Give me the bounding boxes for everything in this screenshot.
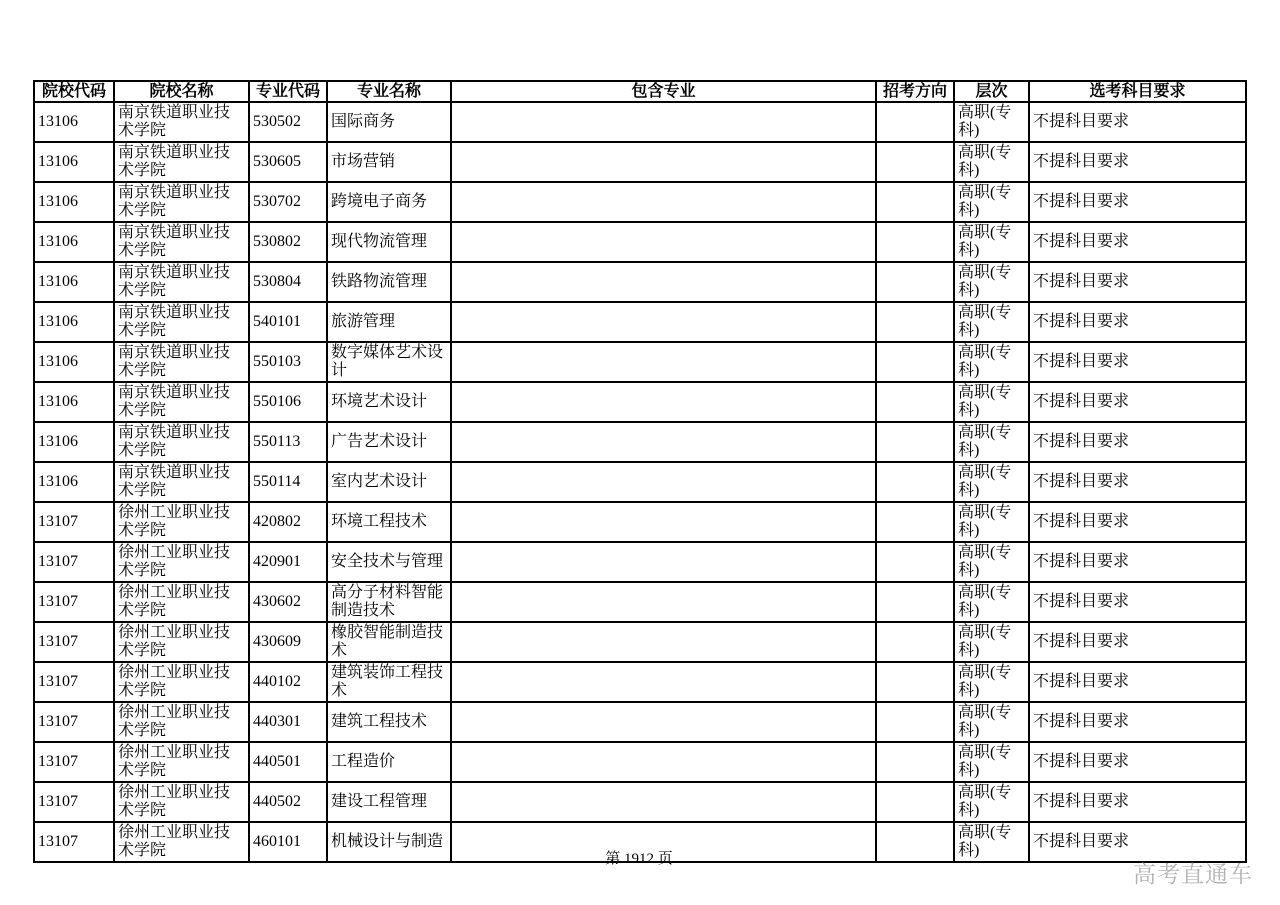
cell-subject-requirement: 不提科目要求 [1029,142,1246,182]
cell-subject-requirement: 不提科目要求 [1029,822,1246,862]
cell-included-majors [451,662,876,702]
cell-college-name: 南京铁道职业技术学院 [114,102,249,142]
cell-level: 高职(专科) [954,262,1029,302]
cell-subject-requirement: 不提科目要求 [1029,382,1246,422]
cell-direction [876,662,954,702]
cell-level: 高职(专科) [954,422,1029,462]
cell-included-majors [451,342,876,382]
cell-direction [876,622,954,662]
cell-direction [876,502,954,542]
cell-included-majors [451,222,876,262]
cell-college-name: 南京铁道职业技术学院 [114,142,249,182]
cell-college-name: 徐州工业职业技术学院 [114,782,249,822]
cell-college-code: 13107 [34,782,114,822]
cell-major-name: 数字媒体艺术设计 [327,342,451,382]
cell-major-code: 550113 [249,422,327,462]
cell-college-code: 13106 [34,222,114,262]
cell-direction [876,782,954,822]
cell-college-code: 13107 [34,542,114,582]
col-header-college-name: 院校名称 [114,81,249,102]
cell-level: 高职(专科) [954,702,1029,742]
cell-included-majors [451,582,876,622]
header-row [34,81,1246,102]
cell-college-name: 南京铁道职业技术学院 [114,342,249,382]
table-row [34,702,1246,742]
cell-major-code: 540101 [249,302,327,342]
cell-college-code: 13107 [34,702,114,742]
cell-included-majors [451,142,876,182]
cell-level: 高职(专科) [954,542,1029,582]
cell-included-majors [451,622,876,662]
cell-college-code: 13106 [34,382,114,422]
cell-level: 高职(专科) [954,142,1029,182]
cell-major-name: 建设工程管理 [327,782,451,822]
cell-level: 高职(专科) [954,342,1029,382]
cell-major-name: 现代物流管理 [327,222,451,262]
cell-subject-requirement: 不提科目要求 [1029,542,1246,582]
cell-included-majors [451,542,876,582]
cell-subject-requirement: 不提科目要求 [1029,222,1246,262]
table-row [34,742,1246,782]
cell-major-code: 530804 [249,262,327,302]
cell-major-name: 安全技术与管理 [327,542,451,582]
cell-direction [876,222,954,262]
cell-subject-requirement: 不提科目要求 [1029,262,1246,302]
cell-college-name: 南京铁道职业技术学院 [114,382,249,422]
cell-direction [876,182,954,222]
cell-direction [876,702,954,742]
cell-direction [876,462,954,502]
cell-subject-requirement: 不提科目要求 [1029,742,1246,782]
cell-college-name: 徐州工业职业技术学院 [114,542,249,582]
table-row [34,182,1246,222]
cell-included-majors [451,422,876,462]
col-header-level: 层次 [954,81,1029,102]
cell-major-code: 550103 [249,342,327,382]
table-row [34,422,1246,462]
table-row [34,142,1246,182]
page-number: 第 1912 页 [605,851,673,867]
cell-college-name: 徐州工业职业技术学院 [114,822,249,862]
cell-major-name: 机械设计与制造 [327,822,451,862]
table-row [34,342,1246,382]
cell-college-name: 南京铁道职业技术学院 [114,182,249,222]
cell-level: 高职(专科) [954,462,1029,502]
cell-major-name: 环境工程技术 [327,502,451,542]
table-row [34,782,1246,822]
cell-major-code: 460101 [249,822,327,862]
cell-college-code: 13106 [34,302,114,342]
cell-college-code: 13107 [34,502,114,542]
cell-major-name: 旅游管理 [327,302,451,342]
col-header-major-code: 专业代码 [249,81,327,102]
cell-subject-requirement: 不提科目要求 [1029,422,1246,462]
cell-major-code: 430609 [249,622,327,662]
cell-level: 高职(专科) [954,662,1029,702]
col-header-direction: 招考方向 [876,81,954,102]
col-header-major-name: 专业名称 [327,81,451,102]
cell-subject-requirement: 不提科目要求 [1029,342,1246,382]
table-row [34,262,1246,302]
cell-major-code: 440301 [249,702,327,742]
table-row [34,622,1246,662]
col-header-college-code: 院校代码 [34,81,114,102]
cell-college-name: 徐州工业职业技术学院 [114,582,249,622]
cell-major-code: 530702 [249,182,327,222]
cell-major-code: 530802 [249,222,327,262]
cell-subject-requirement: 不提科目要求 [1029,702,1246,742]
cell-college-code: 13106 [34,142,114,182]
cell-major-code: 430602 [249,582,327,622]
cell-college-name: 徐州工业职业技术学院 [114,502,249,542]
cell-level: 高职(专科) [954,582,1029,622]
cell-level: 高职(专科) [954,102,1029,142]
cell-direction [876,302,954,342]
cell-subject-requirement: 不提科目要求 [1029,182,1246,222]
cell-direction [876,742,954,782]
cell-college-name: 南京铁道职业技术学院 [114,262,249,302]
col-header-subject-requirement: 选考科目要求 [1029,81,1246,102]
cell-college-name: 徐州工业职业技术学院 [114,622,249,662]
cell-subject-requirement: 不提科目要求 [1029,782,1246,822]
cell-level: 高职(专科) [954,182,1029,222]
cell-college-name: 徐州工业职业技术学院 [114,702,249,742]
cell-major-code: 440502 [249,782,327,822]
col-header-included-majors: 包含专业 [451,81,876,102]
cell-direction [876,542,954,582]
table-row [34,502,1246,542]
cell-college-code: 13107 [34,742,114,782]
table-body [34,102,1246,862]
cell-level: 高职(专科) [954,502,1029,542]
cell-level: 高职(专科) [954,622,1029,662]
cell-included-majors [451,462,876,502]
cell-direction [876,102,954,142]
cell-major-name: 建筑装饰工程技术 [327,662,451,702]
table-row [34,542,1246,582]
cell-level: 高职(专科) [954,302,1029,342]
table-row [34,222,1246,262]
cell-subject-requirement: 不提科目要求 [1029,462,1246,502]
cell-college-code: 13107 [34,822,114,862]
cell-college-code: 13107 [34,662,114,702]
cell-major-name: 工程造价 [327,742,451,782]
cell-direction [876,262,954,302]
cell-major-name: 环境艺术设计 [327,382,451,422]
cell-direction [876,582,954,622]
cell-subject-requirement: 不提科目要求 [1029,502,1246,542]
table-row [34,462,1246,502]
cell-direction [876,142,954,182]
cell-included-majors [451,782,876,822]
table-row [34,662,1246,702]
cell-major-code: 420802 [249,502,327,542]
cell-subject-requirement: 不提科目要求 [1029,582,1246,622]
cell-major-code: 420901 [249,542,327,582]
cell-included-majors [451,742,876,782]
cell-included-majors [451,382,876,422]
table-header [34,81,1246,102]
cell-college-code: 13107 [34,622,114,662]
cell-included-majors [451,262,876,302]
table-row [34,382,1246,422]
cell-major-name: 建筑工程技术 [327,702,451,742]
cell-subject-requirement: 不提科目要求 [1029,302,1246,342]
cell-major-name: 国际商务 [327,102,451,142]
cell-direction [876,422,954,462]
cell-college-name: 南京铁道职业技术学院 [114,422,249,462]
cell-college-code: 13107 [34,582,114,622]
cell-college-code: 13106 [34,422,114,462]
cell-college-code: 13106 [34,262,114,302]
cell-major-name: 高分子材料智能制造技术 [327,582,451,622]
cell-included-majors [451,502,876,542]
cell-major-name: 橡胶智能制造技术 [327,622,451,662]
cell-subject-requirement: 不提科目要求 [1029,102,1246,142]
cell-major-code: 550106 [249,382,327,422]
table-row [34,582,1246,622]
cell-college-code: 13106 [34,182,114,222]
cell-subject-requirement: 不提科目要求 [1029,662,1246,702]
cell-included-majors [451,302,876,342]
cell-major-name: 铁路物流管理 [327,262,451,302]
table-row [34,102,1246,142]
cell-major-code: 530502 [249,102,327,142]
cell-college-name: 南京铁道职业技术学院 [114,462,249,502]
cell-included-majors [451,102,876,142]
cell-college-code: 13106 [34,462,114,502]
cell-major-name: 跨境电子商务 [327,182,451,222]
cell-major-code: 550114 [249,462,327,502]
admissions-table [33,80,1247,863]
cell-level: 高职(专科) [954,382,1029,422]
watermark: 高考直通车 [1133,862,1253,887]
cell-major-code: 530605 [249,142,327,182]
cell-level: 高职(专科) [954,782,1029,822]
cell-college-code: 13106 [34,342,114,382]
cell-major-name: 室内艺术设计 [327,462,451,502]
cell-included-majors [451,702,876,742]
cell-level: 高职(专科) [954,742,1029,782]
cell-direction [876,342,954,382]
cell-college-name: 南京铁道职业技术学院 [114,302,249,342]
table-row [34,302,1246,342]
cell-major-name: 市场营销 [327,142,451,182]
cell-college-name: 南京铁道职业技术学院 [114,222,249,262]
cell-level: 高职(专科) [954,222,1029,262]
cell-college-code: 13106 [34,102,114,142]
cell-college-name: 徐州工业职业技术学院 [114,662,249,702]
cell-included-majors [451,182,876,222]
cell-major-code: 440501 [249,742,327,782]
cell-major-name: 广告艺术设计 [327,422,451,462]
cell-subject-requirement: 不提科目要求 [1029,622,1246,662]
cell-direction [876,382,954,422]
cell-level: 高职(专科) [954,822,1029,862]
cell-college-name: 徐州工业职业技术学院 [114,742,249,782]
cell-major-code: 440102 [249,662,327,702]
